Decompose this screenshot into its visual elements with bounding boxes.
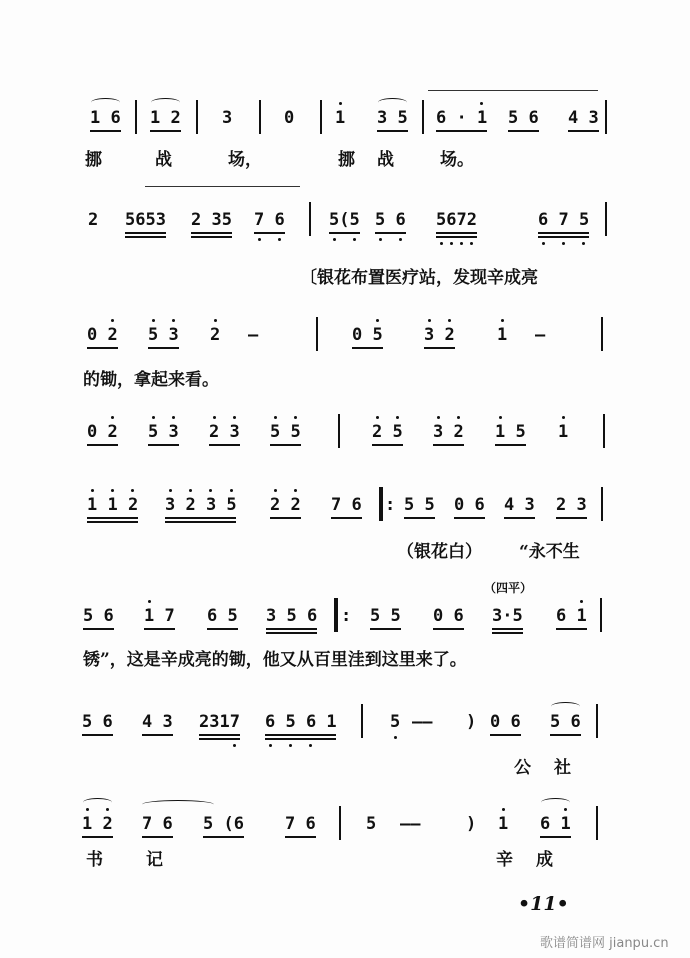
barline	[596, 806, 598, 840]
underline	[331, 517, 362, 519]
underline	[404, 517, 435, 519]
underline	[90, 130, 121, 132]
underline	[209, 444, 240, 446]
high-octave-dot	[86, 808, 89, 811]
note-group: 6 7 5	[538, 210, 590, 230]
low-octave-dot	[399, 238, 402, 241]
note-group: 0	[284, 108, 295, 128]
underline	[82, 734, 113, 736]
barline	[601, 317, 603, 351]
underline	[207, 628, 238, 630]
note-group: —	[535, 325, 546, 345]
underline	[191, 232, 232, 234]
high-octave-dot	[499, 416, 502, 419]
high-octave-dot	[480, 102, 483, 105]
slur-arc	[151, 98, 180, 107]
slur-arc	[541, 798, 570, 807]
slur-arc	[551, 702, 580, 711]
barline	[605, 100, 607, 134]
note-group: 5 5	[404, 495, 435, 515]
high-octave-dot	[214, 319, 217, 322]
slur-arc	[83, 798, 112, 807]
note-group: 1 2	[82, 814, 113, 834]
note-group: 2 3	[556, 495, 587, 515]
note-group: 0 2	[87, 325, 118, 345]
barline	[316, 317, 318, 351]
page-number: •11•	[518, 893, 569, 915]
underline	[191, 236, 232, 238]
note-group: 0 6	[433, 606, 464, 626]
underline	[538, 232, 589, 234]
slur-arc	[378, 98, 407, 107]
note-group: 0 6	[490, 712, 521, 732]
note-group: 5 3	[148, 325, 179, 345]
low-octave-dot	[258, 238, 261, 241]
underline	[165, 517, 236, 519]
lyric-text: 社	[554, 758, 571, 778]
note-group: 5 6	[508, 108, 539, 128]
note-group: 6 5 6 1	[265, 712, 337, 732]
note-group: 0 5	[352, 325, 383, 345]
lyric-text: 成	[536, 850, 553, 870]
underline	[538, 236, 589, 238]
high-octave-dot	[339, 102, 342, 105]
barline	[320, 100, 322, 134]
lyric-text: 公	[514, 758, 531, 778]
barline	[596, 704, 598, 738]
note-group: 5 (6	[203, 814, 244, 834]
low-octave-dot	[233, 744, 236, 747]
underline	[556, 517, 587, 519]
underline	[492, 632, 523, 634]
note-group: 4 3	[568, 108, 599, 128]
note-group: 5 6	[83, 606, 114, 626]
note-group: 5 5	[370, 606, 401, 626]
lyric-text: 场，	[228, 150, 262, 170]
note-group: 2317	[199, 712, 240, 732]
note-group: 2 2	[270, 495, 301, 515]
underline	[150, 130, 181, 132]
high-octave-dot	[172, 319, 175, 322]
note-group: 1 1 2	[87, 495, 139, 515]
note-group: —	[248, 325, 259, 345]
high-octave-dot	[148, 600, 151, 603]
note-group: )	[466, 712, 477, 732]
lyric-text: 书	[86, 850, 103, 870]
note-group: 6 · 1	[436, 108, 488, 128]
high-octave-dot	[230, 489, 233, 492]
underline	[165, 521, 236, 523]
note-group: 3 2 3 5	[165, 495, 237, 515]
underline	[125, 232, 166, 234]
lyric-text: 辛	[496, 850, 513, 870]
note-group: 1	[498, 814, 509, 834]
note-group: 5 6	[550, 712, 581, 732]
high-octave-dot	[376, 319, 379, 322]
high-octave-dot	[376, 416, 379, 419]
low-octave-dot	[562, 242, 565, 245]
note-group: 3 2	[424, 325, 455, 345]
underline	[492, 628, 523, 630]
barline	[309, 202, 311, 236]
lyric-text: 锈”，这是辛成亮的锄，他又从百里洼到这里来了。	[83, 650, 467, 670]
underline	[433, 628, 464, 630]
note-group: 6 1	[556, 606, 587, 626]
underline	[87, 444, 118, 446]
note-group: 7 6	[285, 814, 316, 834]
low-octave-dot	[379, 238, 382, 241]
underline	[352, 347, 383, 349]
note-group: :	[385, 495, 396, 515]
low-octave-dot	[289, 744, 292, 747]
high-octave-dot	[189, 489, 192, 492]
barline	[338, 414, 340, 448]
high-octave-dot	[91, 489, 94, 492]
high-octave-dot	[152, 416, 155, 419]
note-group: 2 5	[372, 422, 403, 442]
watermark: 歌谱简谱网 jianpu.cn	[540, 936, 669, 951]
underline	[433, 444, 464, 446]
note-group: )	[466, 814, 477, 834]
tie-line	[145, 186, 300, 187]
underline	[82, 836, 113, 838]
note-group: 3 2	[433, 422, 464, 442]
high-octave-dot	[172, 416, 175, 419]
underline	[144, 628, 175, 630]
high-octave-dot	[111, 319, 114, 322]
underline	[148, 444, 179, 446]
high-octave-dot	[501, 319, 504, 322]
high-octave-dot	[209, 489, 212, 492]
high-octave-dot	[457, 416, 460, 419]
low-octave-dot	[440, 242, 443, 245]
high-octave-dot	[580, 600, 583, 603]
note-group: 3 5 6	[266, 606, 318, 626]
note-group: 5	[366, 814, 377, 834]
lyric-text: 记	[146, 850, 163, 870]
barline	[605, 202, 607, 236]
lyric-text: 战	[377, 150, 394, 170]
low-octave-dot	[269, 744, 272, 747]
underline	[148, 347, 179, 349]
underline	[370, 628, 401, 630]
lyric-text: 战	[155, 150, 172, 170]
high-octave-dot	[131, 489, 134, 492]
lyric-text: 挪	[338, 150, 355, 170]
high-octave-dot	[294, 489, 297, 492]
note-group: 5 6	[82, 712, 113, 732]
high-octave-dot	[502, 808, 505, 811]
note-group: 7 6	[331, 495, 362, 515]
note-group: 3	[222, 108, 233, 128]
note-group: 5(5	[329, 210, 360, 230]
repeat-barline	[379, 487, 383, 521]
note-group: 2	[210, 325, 221, 345]
note-group: 5653	[125, 210, 166, 230]
barline	[259, 100, 261, 134]
low-octave-dot	[353, 238, 356, 241]
underline	[265, 734, 336, 736]
barline	[135, 100, 137, 134]
low-octave-dot	[460, 242, 463, 245]
underline	[504, 517, 535, 519]
high-octave-dot	[274, 489, 277, 492]
low-octave-dot	[542, 242, 545, 245]
underline	[436, 236, 477, 238]
underline	[142, 734, 173, 736]
high-octave-dot	[274, 416, 277, 419]
low-octave-dot	[450, 242, 453, 245]
underline	[540, 836, 571, 838]
lyric-text: 场。	[440, 150, 474, 170]
note-group: 0 6	[454, 495, 485, 515]
note-group: 3·5	[492, 606, 523, 626]
note-group: 7 6	[254, 210, 285, 230]
note-group: 5 6	[375, 210, 406, 230]
high-octave-dot	[213, 416, 216, 419]
high-octave-dot	[448, 319, 451, 322]
barline	[601, 487, 603, 521]
lyric-text: “永不生	[519, 542, 580, 562]
note-group: ——	[400, 814, 421, 834]
lyric-text: 的锄，拿起来看。	[83, 370, 219, 390]
low-octave-dot	[333, 238, 336, 241]
high-octave-dot	[437, 416, 440, 419]
note-group: 2 35	[191, 210, 232, 230]
note-group: 5672	[436, 210, 477, 230]
underline	[142, 836, 173, 838]
barline	[603, 414, 605, 448]
underline	[436, 130, 487, 132]
underline	[372, 444, 403, 446]
note-group: 0 2	[87, 422, 118, 442]
note-group: 3 5	[377, 108, 408, 128]
note-group: 5	[390, 712, 401, 732]
high-octave-dot	[233, 416, 236, 419]
barline	[361, 704, 363, 738]
underline	[266, 632, 317, 634]
note-group: ——	[412, 712, 433, 732]
high-octave-dot	[562, 416, 565, 419]
slur-arc	[91, 98, 120, 107]
underline	[424, 347, 455, 349]
underline	[199, 738, 240, 740]
note-group: 1	[497, 325, 508, 345]
note-group: 1 7	[144, 606, 175, 626]
underline	[508, 130, 539, 132]
underline	[83, 628, 114, 630]
underline	[490, 734, 521, 736]
underline	[125, 236, 166, 238]
lyric-text: 〔银花布置医疗站，发现辛成亮	[300, 268, 538, 288]
tempo-label: （四平）	[484, 581, 533, 595]
high-octave-dot	[106, 808, 109, 811]
lyric-text: （银花白）	[397, 542, 482, 562]
high-octave-dot	[396, 416, 399, 419]
underline	[285, 836, 316, 838]
note-group: 1	[558, 422, 569, 442]
barline	[600, 598, 602, 632]
underline	[454, 517, 485, 519]
note-group: 1 6	[90, 108, 121, 128]
barline	[339, 806, 341, 840]
underline	[87, 521, 138, 523]
note-group: 7 6	[142, 814, 173, 834]
note-group: :	[341, 606, 352, 626]
underline	[254, 232, 285, 234]
note-group: 1 5	[495, 422, 526, 442]
note-group: 1 2	[150, 108, 181, 128]
underline	[550, 734, 581, 736]
barline	[422, 100, 424, 134]
slur-arc	[142, 800, 214, 809]
underline	[270, 444, 301, 446]
underline	[375, 232, 406, 234]
high-octave-dot	[111, 489, 114, 492]
high-octave-dot	[169, 489, 172, 492]
note-group: 2	[88, 210, 99, 230]
underline	[265, 738, 336, 740]
underline	[199, 734, 240, 736]
note-group: 5 5	[270, 422, 301, 442]
high-octave-dot	[564, 808, 567, 811]
underline	[377, 130, 408, 132]
low-octave-dot	[394, 736, 397, 739]
lyric-text: 挪	[85, 150, 102, 170]
high-octave-dot	[111, 416, 114, 419]
underline	[495, 444, 526, 446]
underline	[266, 628, 317, 630]
high-octave-dot	[152, 319, 155, 322]
repeat-barline	[334, 598, 338, 632]
tie-line	[428, 90, 598, 91]
note-group: 6 5	[207, 606, 238, 626]
note-group: 5 3	[148, 422, 179, 442]
low-octave-dot	[470, 242, 473, 245]
underline	[568, 130, 599, 132]
underline	[436, 232, 477, 234]
high-octave-dot	[428, 319, 431, 322]
low-octave-dot	[582, 242, 585, 245]
underline	[87, 347, 118, 349]
underline	[203, 836, 244, 838]
note-group: 4 3	[504, 495, 535, 515]
note-group: 1	[335, 108, 346, 128]
low-octave-dot	[309, 744, 312, 747]
low-octave-dot	[278, 238, 281, 241]
underline	[329, 232, 360, 234]
note-group: 6 1	[540, 814, 571, 834]
underline	[270, 517, 301, 519]
underline	[556, 628, 587, 630]
high-octave-dot	[294, 416, 297, 419]
underline	[87, 517, 138, 519]
barline	[196, 100, 198, 134]
note-group: 2 3	[209, 422, 240, 442]
note-group: 4 3	[142, 712, 173, 732]
